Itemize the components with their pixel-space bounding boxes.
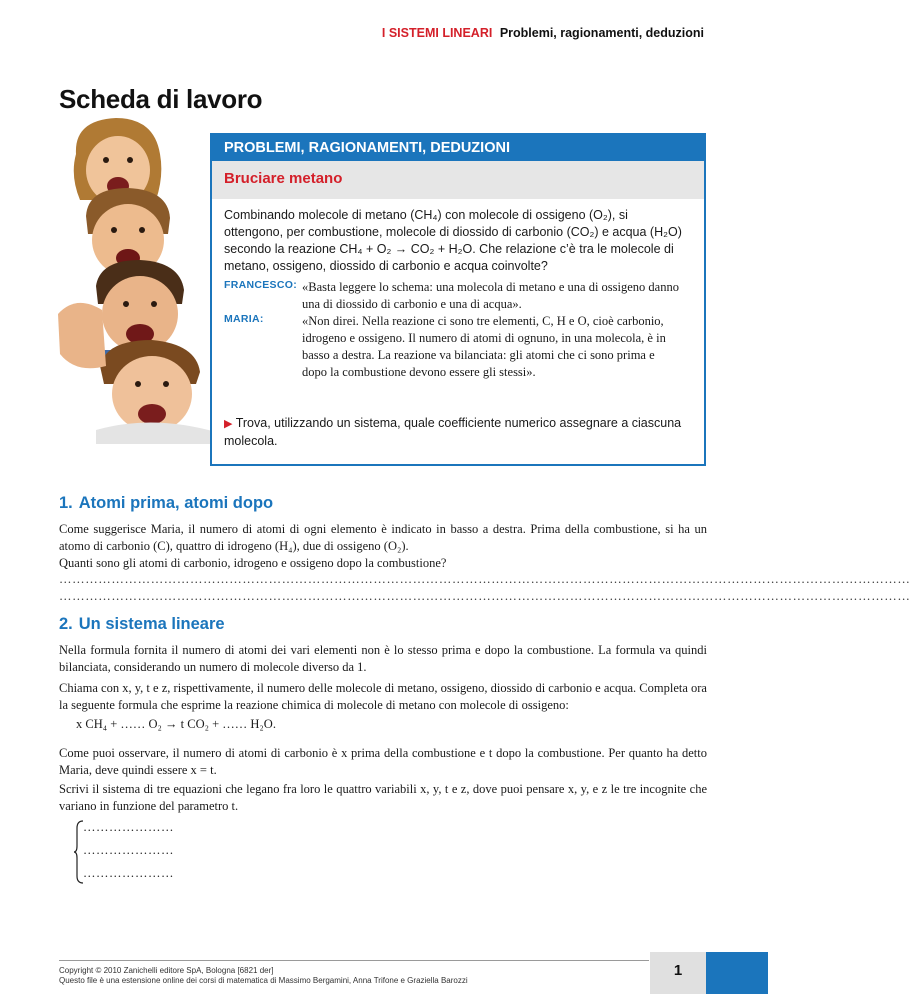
header-topic: Problemi, ragionamenti, deduzioni xyxy=(499,26,704,40)
speaker-label: MARIA: xyxy=(224,313,264,325)
dialogue-francesco xyxy=(224,279,694,313)
section-2-paragraph-1: Nella formula fornita il numero di atomi dei vari elementi non è lo stesso prima e dopo la combustione. La formula va quindi bilanciata, considerando un numero di molecole diverso da 1. xyxy=(59,643,707,674)
section-2-paragraph-3: Come puoi osservare, il numero di atomi di carbonio è x prima della combustione e t dopo la combustione. Per quanto ha detto Maria, deve quindi essere x = t. xyxy=(59,746,707,777)
problem-band-title: PROBLEMI, RAGIONAMENTI, DEDUZIONI xyxy=(212,135,704,161)
answer-line[interactable]: …………………………………………………………………………………………………………………………………………………………………………… xyxy=(59,572,911,586)
speaker-text: «Basta leggere lo schema: una molecola di metano e una di ossigeno danno una di diossido di carbonio e una di acqua». xyxy=(302,280,679,311)
arrow-icon: ▶ xyxy=(224,418,233,430)
section-1-title: 1. Atomi prima, atomi dopo xyxy=(59,494,274,512)
page-number: 1 xyxy=(673,962,683,979)
students-illustration xyxy=(56,114,226,444)
running-header xyxy=(382,26,704,40)
problem-subtitle: Bruciare metano xyxy=(212,161,704,199)
speaker-label: FRANCESCO: xyxy=(224,279,297,291)
task-instruction xyxy=(224,415,684,450)
section-1-question: Quanti sono gli atomi di carbonio, idrogeno e ossigeno dopo la combustione? xyxy=(59,556,447,570)
side-tab xyxy=(706,952,768,994)
page-number-box xyxy=(650,952,706,994)
equation-system xyxy=(73,820,233,884)
dialogue-maria xyxy=(224,313,694,381)
section-2-paragraph-2: Chiama con x, y, t e z, rispettivamente, il numero delle molecole di metano, ossigeno, diossido di carbonio e acqua. Completa ora la seguente formula che esprime la reazione chimica di molecole di metano con molecole di ossigeno: xyxy=(59,681,707,712)
problem-box xyxy=(210,133,706,466)
reaction-formula: x CH₄ + …… O₂ → t CO₂ + …… H₂O. xyxy=(76,717,276,731)
answer-line[interactable]: …………………………………………………………………………………………………………………………………………………………………………… xyxy=(59,589,911,603)
page-title: Scheda di lavoro xyxy=(59,84,263,114)
speaker-text: «Non direi. Nella reazione ci sono tre elementi, C, H e O, cioè carbonio, idrogeno e ossigeno. Il numero di atomi di ognuno, in una molecola, è in basso a destra. La reazione va bilanciata: gli atomi che ci sono prima e dopo la combustione devono essere gli stessi». xyxy=(302,314,666,379)
system-equation-blank[interactable]: ………………… xyxy=(83,866,174,880)
section-1-text: Come suggerisce Maria, il numero di atomi di ogni elemento è indicato in basso a destra. Prima della combustione, si ha un atomo di carbonio (C), quattro di idrogeno (H₄), due di ossigeno (O₂). xyxy=(59,522,707,553)
footer-divider xyxy=(59,960,649,961)
header-section: I SISTEMI LINEARI xyxy=(381,26,493,40)
section-2-title: 2. Un sistema lineare xyxy=(59,615,225,633)
system-equation-blank[interactable]: ………………… xyxy=(83,820,174,834)
section-2-paragraph-4: Scrivi il sistema di tre equazioni che legano fra loro le quattro variabili x, y, t e z, dove puoi pensare x, y, e z le tre incognite che variano in funzione del parametro t. xyxy=(59,782,707,813)
problem-intro: Combinando molecole di metano (CH₄) con molecole di ossigeno (O₂), si ottengono, per combustione, molecole di diossido di carbonio (CO₂) e acqua (H₂O) secondo la reazione CH₄ + O₂ → CO₂ + H₂O. Che relazione c’è tra le molecole di metano, ossigeno, diossido di carbonio e acqua coinvolte? xyxy=(224,208,682,273)
system-equation-blank[interactable]: ………………… xyxy=(83,843,174,857)
copyright-notice: Copyright © 2010 Zanichelli editore SpA, Bologna [6821 der] Questo file è una estensione online dei corsi di matematica di Massimo Bergamini, Anna Trifone e Graziella Barozzi xyxy=(59,966,468,985)
task-text: Trova, utilizzando un sistema, quale coefficiente numerico assegnare a ciascuna molecola. xyxy=(224,416,682,448)
